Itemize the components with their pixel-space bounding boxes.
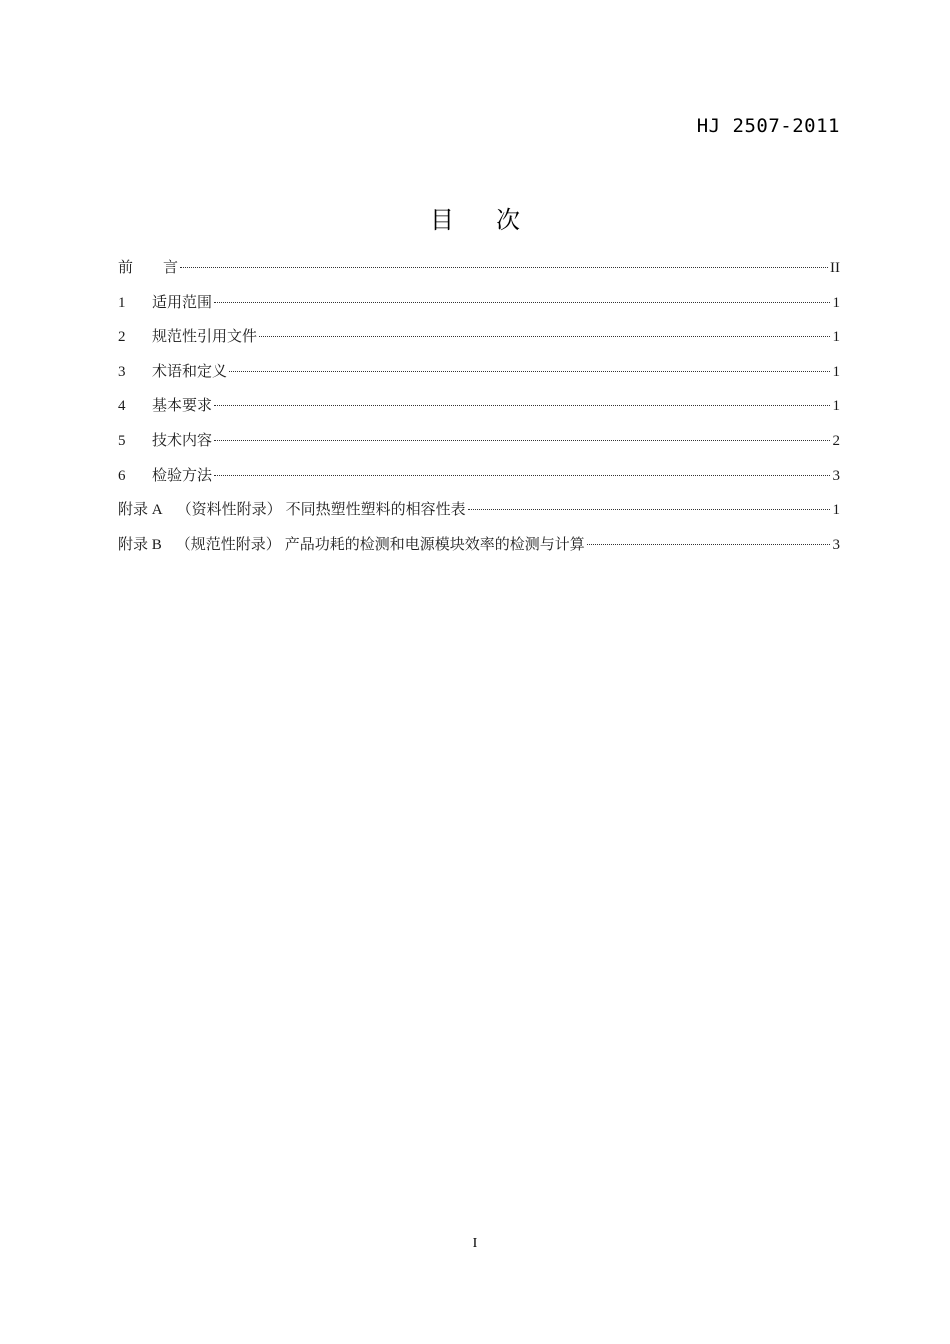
dot-leader — [259, 336, 830, 337]
toc-entry-4[interactable] — [118, 396, 840, 431]
toc-entry-page: 1 — [832, 502, 840, 519]
standard-code: HJ 2507-2011 — [696, 115, 840, 137]
dot-leader — [214, 302, 830, 303]
toc-entry-2[interactable] — [118, 327, 840, 362]
toc-entry-label: 前 言 — [118, 260, 179, 276]
toc-entry-page: 3 — [832, 536, 840, 553]
toc-entry-foreword[interactable] — [118, 258, 840, 293]
toc-entry-page: 1 — [832, 329, 840, 346]
dot-leader — [180, 267, 828, 268]
toc-entry-6[interactable] — [118, 466, 840, 501]
toc-entry-number: 5 — [118, 432, 126, 449]
toc-entry-page: 1 — [832, 363, 840, 380]
toc-entry-1[interactable] — [118, 293, 840, 328]
toc-entry-number: 1 — [118, 294, 126, 311]
toc-entry-label: 术语和定义 — [152, 363, 228, 380]
toc-entry-number: 附录 A — [118, 502, 163, 519]
toc-entry-appendix-type: （规范性附录） — [175, 536, 281, 553]
dot-leader — [214, 440, 830, 441]
toc-entry-number: 3 — [118, 363, 126, 380]
toc-title — [0, 200, 950, 235]
toc-entry-page: 1 — [832, 294, 840, 311]
toc-entry-number: 6 — [118, 467, 126, 484]
toc-entry-appendix-a[interactable] — [118, 500, 840, 535]
dot-leader — [214, 405, 830, 406]
toc-entry-label: 适用范围 — [152, 294, 213, 311]
toc-entry-label: 技术内容 — [152, 432, 213, 449]
toc-entry-label: 不同热塑性塑料的相容性表 — [285, 502, 466, 519]
toc-entry-page: 2 — [832, 432, 840, 449]
toc-entry-appendix-type: （资料性附录） — [176, 502, 282, 519]
toc-entry-label: 产品功耗的检测和电源模块效率的检测与计算 — [284, 536, 585, 553]
toc-title-part2: 次 — [496, 206, 520, 234]
toc-entry-page: 1 — [832, 398, 840, 415]
toc-entry-label: 检验方法 — [152, 467, 213, 484]
toc-entry-label: 基本要求 — [152, 398, 213, 415]
page-number: I — [472, 1236, 478, 1251]
toc-entry-appendix-b[interactable] — [118, 535, 840, 570]
table-of-contents — [118, 258, 840, 569]
toc-entry-page: II — [830, 260, 840, 276]
dot-leader — [214, 475, 830, 476]
toc-entry-page: 3 — [832, 467, 840, 484]
toc-entry-number: 4 — [118, 398, 126, 415]
toc-entry-label: 规范性引用文件 — [152, 329, 258, 346]
toc-entry-3[interactable] — [118, 362, 840, 397]
toc-entry-number: 2 — [118, 329, 126, 346]
dot-leader — [229, 371, 830, 372]
toc-title-part1: 目 — [430, 206, 454, 234]
dot-leader — [587, 544, 830, 545]
toc-entry-5[interactable] — [118, 431, 840, 466]
toc-entry-number: 附录 B — [118, 536, 162, 553]
dot-leader — [468, 509, 830, 510]
